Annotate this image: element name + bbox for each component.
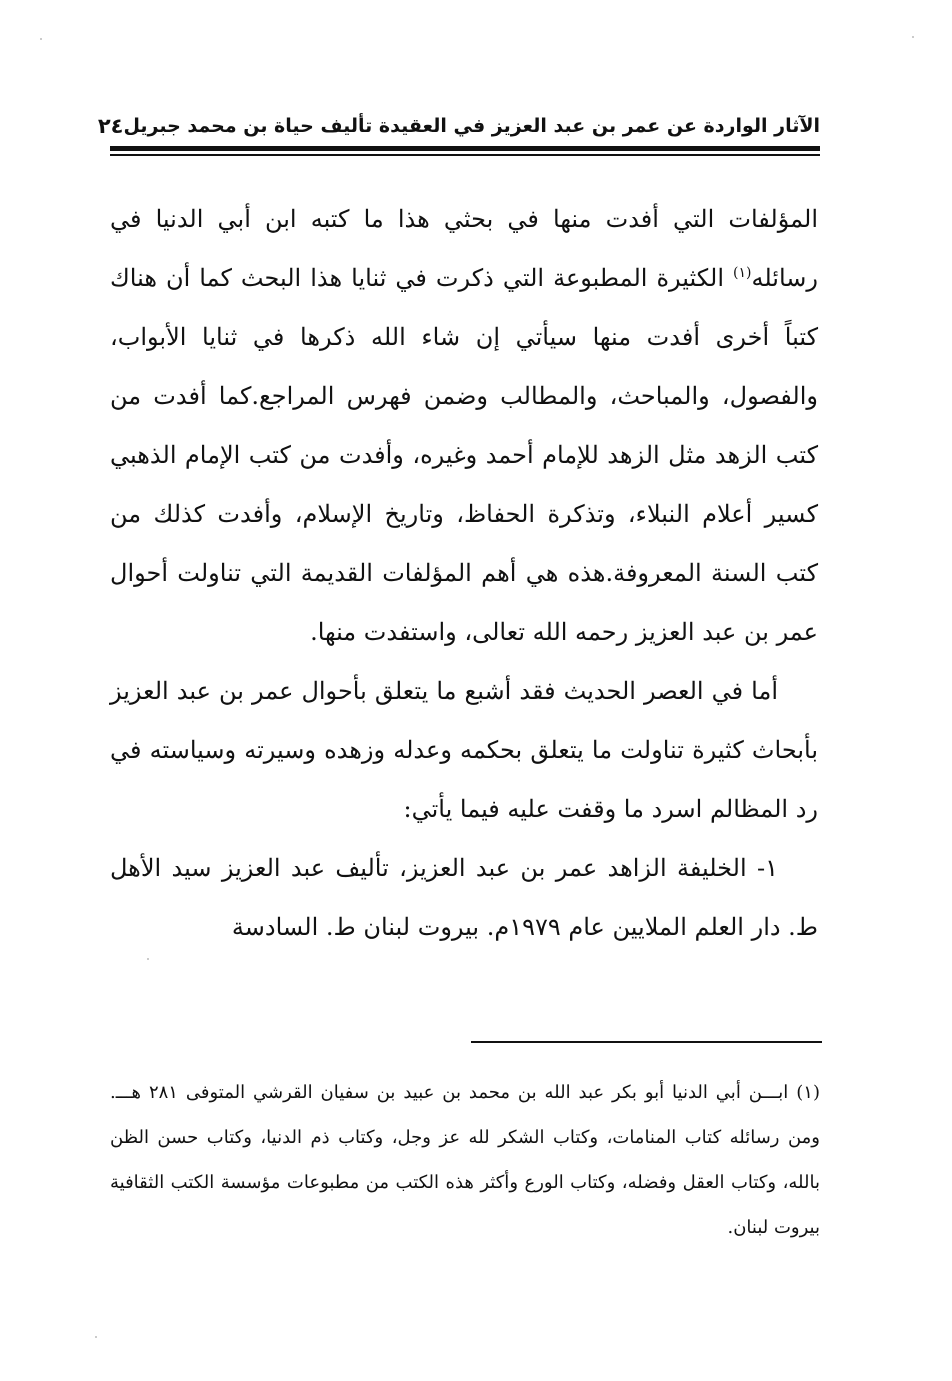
paragraph-1-continued: الكثيرة المطبوعة التي ذكرت في ثنايا هذا البحث كما أن هناك كتباً أخرى أفدت منها سيأتي إن شاء الله ذكرها في ثنايا الأبواب، والفصول، والمباحث، والمطالب وضمن فهرس المراجع.كما أفدت من كتب الزهد مثل الزهد للإمام أحمد وغيره، وأفدت من كتب الإمام الذهبي كسير أعلام النبلاء، وتذكرة الحفاظ، وتاريخ الإسلام، وأفدت كذلك من كتب السنة المعروفة.هذه هي أهم المؤلفات القديمة التي تناولت أحوال عمر بن عبد العزيز رحمه الله تعالى، واستفدت منها. [110,264,818,646]
footnote-paragraph [110,1070,820,1250]
header-rule-thick [110,146,820,151]
scan-speck [95,1336,97,1338]
footnote-text: ابـــن أبي الدنيا أبو بكر عبد الله بن محمد بن عبيد بن سفيان القرشي المتوفى ٢٨١ هـــ. ومن رسائله كتاب المنامات، وكتاب الشكر لله عز وجل، وكتاب ذم الدنيا، وكتاب حسن الظن بالله، وكتاب العقل وفضله، وكتاب الورع وأكثر هذه الكتب من مطبوعات مؤسسة الكتب الثقافية بيروت لبنان. [110,1082,820,1238]
paragraph-1-text: المؤلفات التي أفدت منها في بحثي هذا ما كتبه ابن أبي الدنيا في رسائله [110,205,818,292]
list-item-1: ١- الخليفة الزاهد عمر بن عبد العزيز، تأليف عبد العزيز سيد الأهل ط. دار العلم الملايين عام ١٩٧٩م. بيروت لبنان ط. السادسة [110,854,818,941]
scan-speck [40,38,42,40]
scan-speck [912,36,914,38]
body-text [110,190,818,957]
footnote-mark: (١) [796,1082,820,1103]
header-title: الآثار الواردة عن عمر بن عبد العزيز في العقيدة تأليف حياة بن محمد جبريل [123,115,820,137]
footnote-reference: (١) [733,265,752,281]
scan-speck [147,958,149,960]
footnote-separator [471,1041,822,1043]
paragraph-2: أما في العصر الحديث فقد أشبع ما يتعلق بأحوال عمر بن عبد العزيز بأبحاث كثيرة تناولت ما يتعلق بحكمه وعدله وزهده وسيرته وسياسته في رد المظالم اسرد ما وقفت عليه فيما يأتي: [110,677,818,823]
header-rule-thin [110,154,820,156]
footnote [110,1070,820,1250]
paragraph-1 [110,190,818,662]
page-number: ٢٤ [97,114,124,138]
running-header [97,108,820,144]
